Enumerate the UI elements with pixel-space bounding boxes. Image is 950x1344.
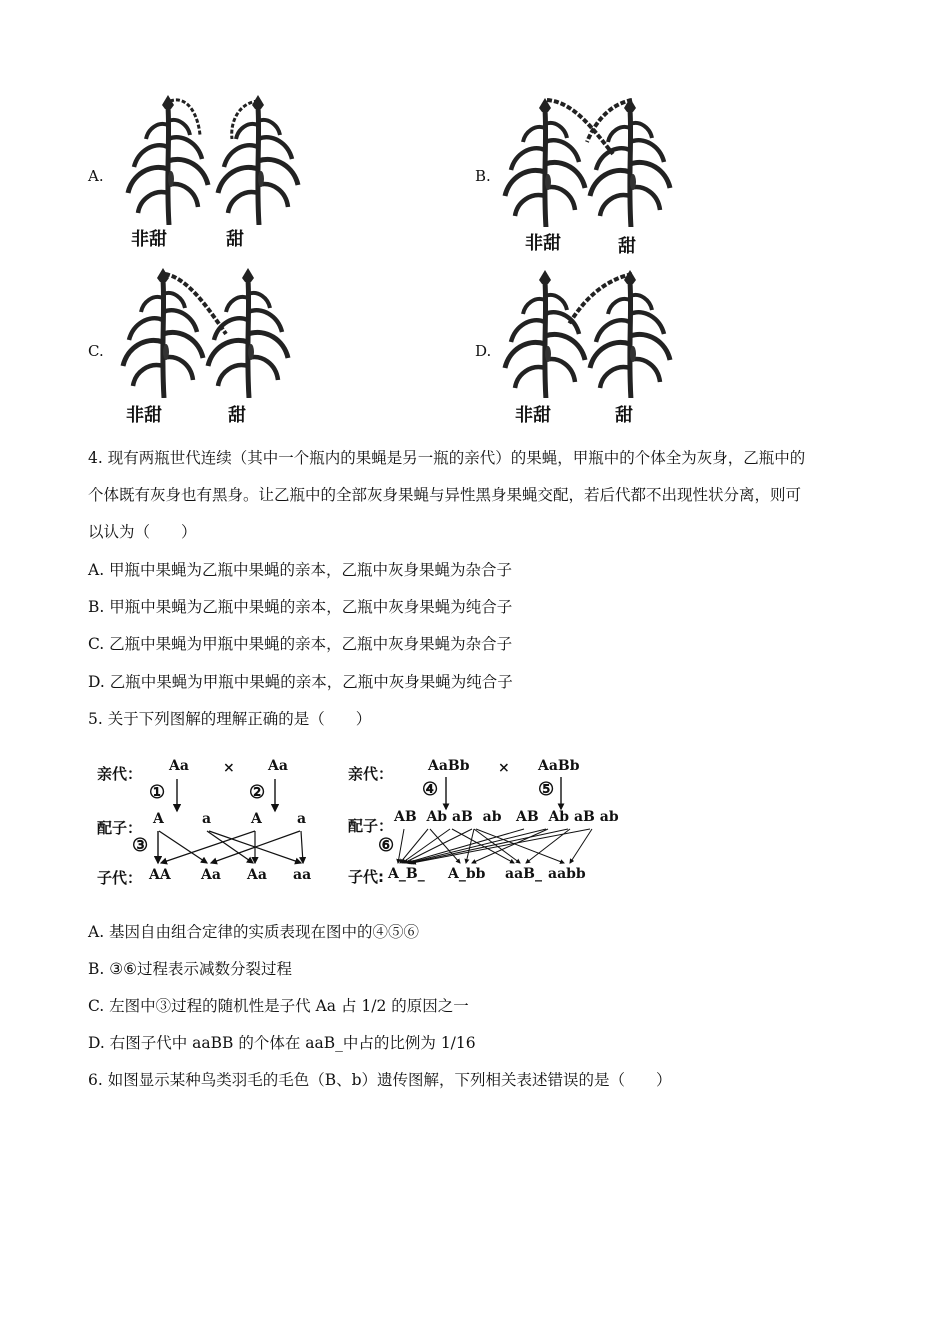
gamete: A [153,811,164,827]
q3-option-c [88,268,388,428]
q5-option-a: A. 基因自由组合定律的实质表现在图中的④⑤⑥ [88,923,420,941]
q4-stem-line-2: 个体既有灰身也有黑身。让乙瓶中的全部灰身果蝇与异性黑身果蝇交配，若后代都不出现性状分离，则可 [88,486,802,504]
q3-option-b [475,92,775,257]
option-letter: B. [475,167,491,185]
gamete: A [251,811,262,827]
q4-option-a: A. 甲瓶中果蝇为乙瓶中果蝇的亲本，乙瓶中灰身果蝇为杂合子 [88,561,513,579]
parent-genotype-2: AaBb [538,758,580,774]
parent-genotype-1: Aa [169,758,189,774]
q4-option-c: C. 乙瓶中果蝇为甲瓶中果蝇的亲本，乙瓶中灰身果蝇为杂合子 [88,635,513,653]
plant-label-non-sweet: 非甜 [126,405,162,426]
q4-option-b: B. 甲瓶中果蝇为乙瓶中果蝇的亲本，乙瓶中灰身果蝇为纯合子 [88,598,513,616]
offspring-genotype: AA [149,867,171,883]
q3-option-a [88,95,388,255]
plant-label-non-sweet: 非甜 [131,229,167,250]
plant-label-sweet: 甜 [226,229,244,250]
offspring-phenotype: A_bb [448,866,486,882]
q6-stem: 6. 如图显示某种鸟类羽毛的毛色（B、b）遗传图解，下列相关表述错误的是（ ） [88,1071,672,1089]
step-label-6: ⑥ [378,835,395,856]
option-letter: D. [475,342,492,360]
option-letter: A. [88,167,104,185]
corn-plants-image [108,268,308,398]
row-label-gamete: 配子： [97,819,143,837]
parent-genotype-1: AaBb [428,758,470,774]
gamete: a [297,811,307,827]
row-label-parent: 亲代： [97,765,143,783]
cross-arrows [348,755,618,890]
q5-option-d: D. 右图子代中 aaBB 的个体在 aaB_中占的比例为 1/16 [88,1034,476,1052]
q3-option-d [475,268,775,428]
q5-stem: 5. 关于下列图解的理解正确的是（ ） [88,710,372,728]
q5-option-c: C. 左图中③过程的随机性是子代 Aa 占 1/2 的原因之一 [88,997,469,1015]
parent-genotype-2: Aa [268,758,288,774]
dihybrid-cross-diagram [348,755,618,890]
monohybrid-cross-diagram [97,755,317,890]
offspring-genotype: aa [293,867,312,883]
row-label-offspring: 子代： [97,869,143,887]
option-letter: C. [88,342,104,360]
row-label-parent: 亲代： [348,765,394,783]
step-label-3: ③ [132,835,149,856]
cross-symbol: × [498,760,510,776]
offspring-phenotype: A_B_ [388,866,425,882]
q4-stem-line-1: 4. 现有两瓶世代连续（其中一个瓶内的果蝇是另一瓶的亲代）的果蝇，甲瓶中的个体全为灰身，乙瓶中的 [88,449,806,467]
gametes-right: AB Ab aB ab [516,809,619,825]
step-label-5: ⑤ [538,779,555,800]
corn-plants-image [495,92,695,227]
plant-label-non-sweet: 非甜 [515,405,551,426]
plant-label-sweet: 甜 [618,236,636,257]
gametes-left: AB Ab aB ab [394,809,502,825]
row-label-gamete: 配子： [348,817,394,835]
plant-label-sweet: 甜 [615,405,633,426]
cross-symbol: × [223,760,235,776]
q4-option-d: D. 乙瓶中果蝇为甲瓶中果蝇的亲本，乙瓶中灰身果蝇为纯合子 [88,673,513,691]
plant-label-sweet: 甜 [228,405,246,426]
offspring-genotype: Aa [247,867,267,883]
corn-plants-image [495,268,695,398]
offspring-genotype: Aa [201,867,221,883]
offspring-phenotype: aaB_ [505,866,542,882]
gamete: a [202,811,212,827]
corn-plants-image [108,95,308,225]
step-label-2: ② [249,782,266,803]
cross-arrows [97,755,317,890]
plant-label-non-sweet: 非甜 [525,233,561,254]
row-label-offspring: 子代: [348,868,384,886]
step-label-4: ④ [422,779,439,800]
step-label-1: ① [149,782,166,803]
q5-option-b: B. ③⑥过程表示减数分裂过程 [88,960,293,978]
q4-stem-line-3: 以认为（ ） [88,523,197,541]
offspring-phenotype: aabb [548,866,586,882]
